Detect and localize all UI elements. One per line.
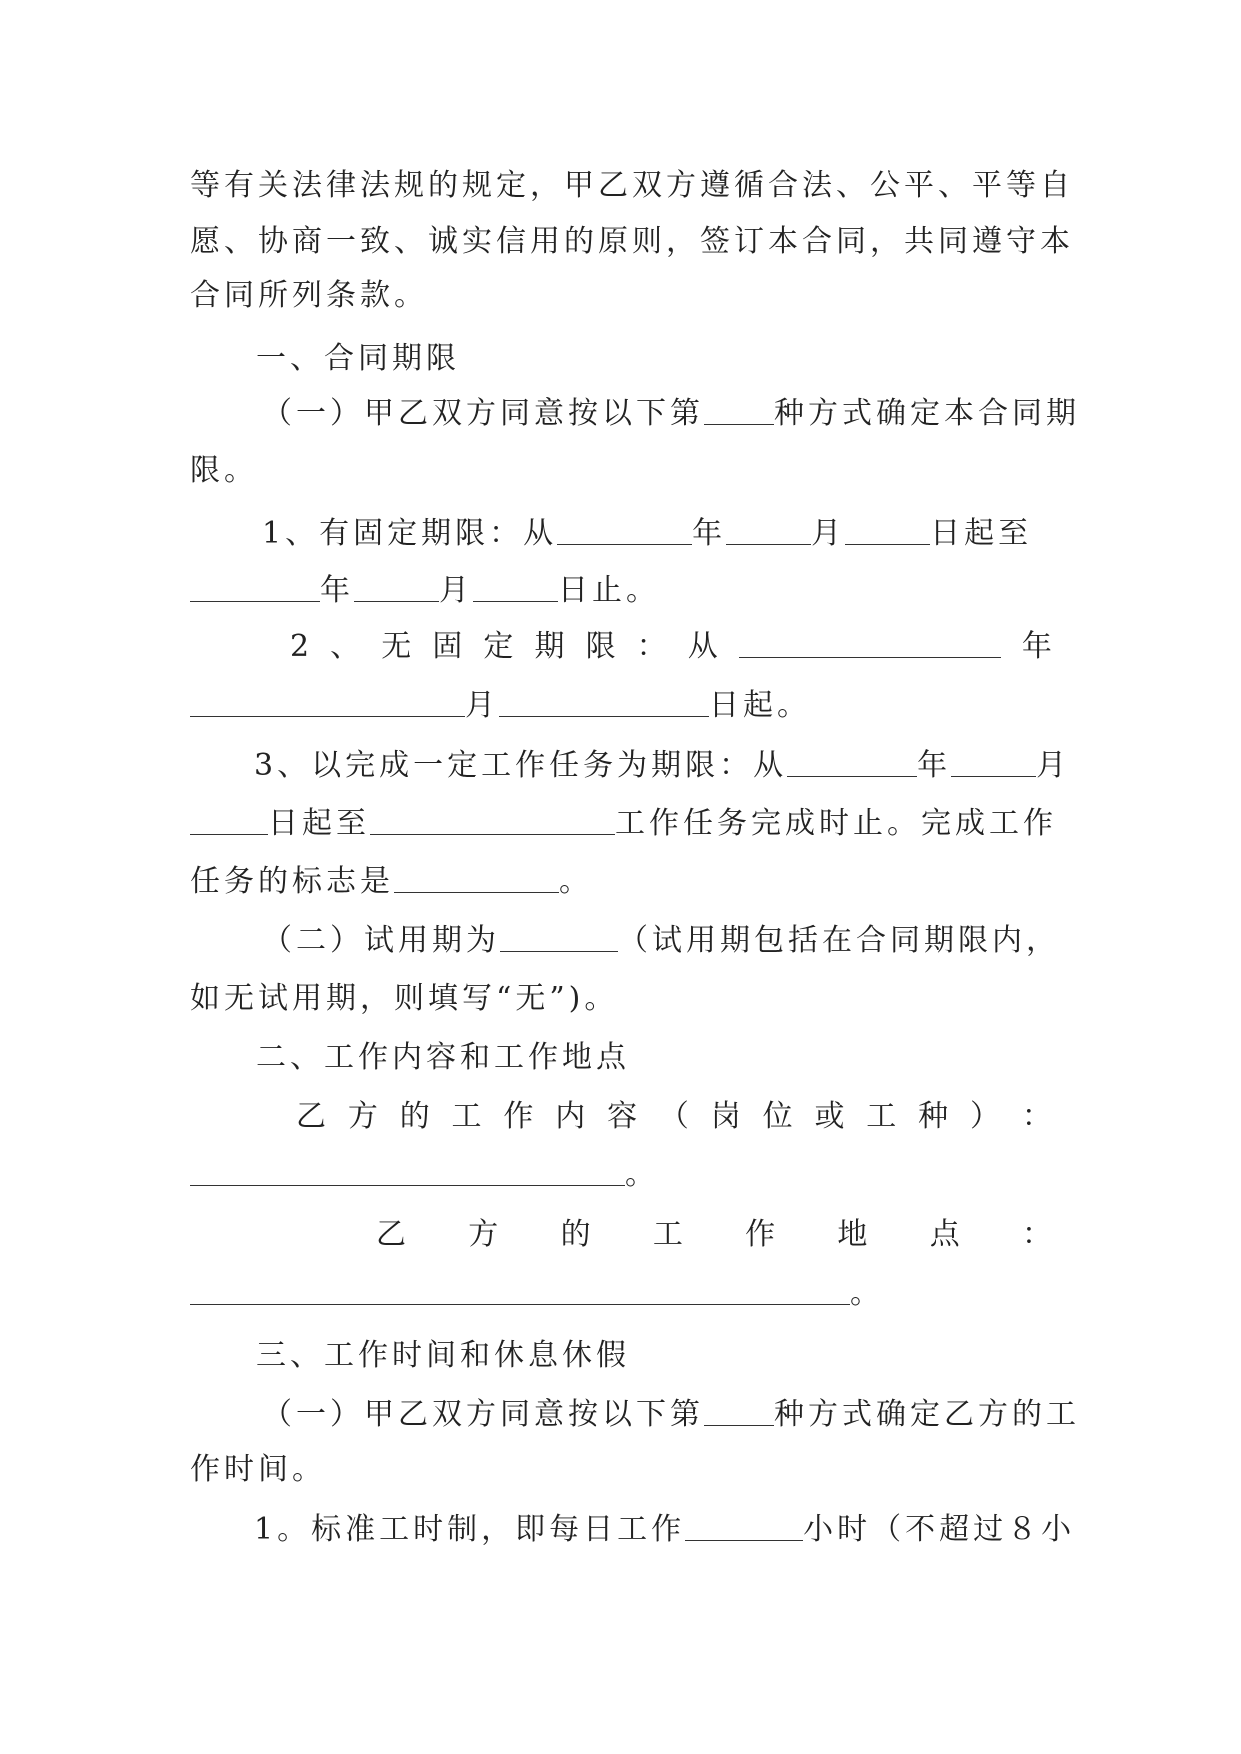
text-run: 小时（不超过８小 — [803, 1512, 1076, 1547]
paragraph-line — [190, 862, 1052, 902]
text-run: 的 — [560, 1217, 591, 1252]
text-run: 固 — [432, 629, 463, 664]
paragraph-line — [190, 686, 1052, 726]
text-run: 2 — [290, 629, 310, 664]
text-run: ） — [969, 1099, 1000, 1134]
text-run: ： — [1021, 1217, 1052, 1252]
fill-in-blank[interactable] — [190, 1155, 625, 1186]
fill-in-blank[interactable] — [473, 571, 558, 602]
text-run: 工作任务完成时止。完成工作 — [615, 806, 1057, 841]
text-run: 定 — [483, 629, 514, 664]
text-run: 乙 — [296, 1099, 326, 1134]
text-run: 岗 — [710, 1099, 741, 1134]
fill-in-blank[interactable] — [354, 571, 439, 602]
paragraph-line — [262, 921, 1060, 961]
paragraph-line — [190, 804, 1057, 844]
fill-in-blank[interactable] — [704, 394, 774, 425]
text-run: 1、有固定期限：从 — [262, 516, 558, 551]
fill-in-blank[interactable] — [685, 1510, 803, 1541]
paragraph-line — [190, 451, 1052, 491]
paragraph-line — [190, 222, 1074, 262]
fill-in-blank[interactable] — [190, 804, 268, 835]
text-run: 点 — [929, 1217, 960, 1252]
text-run: 方 — [468, 1217, 499, 1252]
text-run: 的 — [399, 1099, 430, 1134]
text-run: 日止。 — [558, 573, 660, 608]
fill-in-blank[interactable] — [704, 1395, 774, 1426]
text-run: 1。标准工时制，即每日工作 — [254, 1512, 686, 1547]
text-run: 年 — [320, 573, 354, 608]
paragraph-line — [254, 746, 1071, 786]
fill-in-blank[interactable] — [190, 1274, 850, 1305]
fill-in-blank[interactable] — [190, 571, 320, 602]
section-heading — [256, 1336, 1036, 1376]
fill-in-blank[interactable] — [787, 746, 917, 777]
text-run: 日起。 — [709, 688, 811, 723]
text-run: 工 — [866, 1099, 897, 1134]
paragraph-line — [190, 1155, 1052, 1195]
fill-in-blank[interactable] — [739, 627, 1001, 658]
text-run: 、 — [330, 629, 361, 664]
text-run: 任务的标志是 — [190, 864, 394, 899]
text-run: 。 — [625, 1157, 659, 1192]
fill-in-blank[interactable] — [951, 746, 1036, 777]
text-run: 年 — [692, 516, 727, 551]
text-run: 年 — [1021, 629, 1052, 664]
paragraph-line — [262, 1395, 1080, 1435]
fill-in-blank[interactable] — [557, 514, 692, 545]
fill-in-blank[interactable] — [499, 686, 709, 717]
text-run: 月 — [439, 573, 473, 608]
heading-text: 二、工作内容和工作地点 — [256, 1040, 630, 1075]
paragraph-line — [190, 1450, 1052, 1490]
text-run: 限。 — [190, 453, 258, 488]
text-run: 无 — [381, 629, 412, 664]
text-run: 或 — [814, 1099, 845, 1134]
text-run: 。 — [559, 864, 593, 899]
section-heading — [256, 1038, 1036, 1078]
text-run: ： — [636, 629, 667, 664]
fill-in-blank[interactable] — [190, 686, 465, 717]
text-run: 工 — [451, 1099, 482, 1134]
text-run: 作 — [503, 1099, 534, 1134]
text-run: 工 — [652, 1217, 683, 1252]
paragraph-line — [190, 979, 1052, 1019]
text-run: 如无试用期，则填写“无”)。 — [190, 981, 619, 1016]
paragraph-line — [254, 1510, 1076, 1550]
text-run: 月 — [811, 516, 846, 551]
text-run: 作时间。 — [190, 1452, 326, 1487]
text-run: 种方式确定本合同期 — [774, 396, 1080, 431]
paragraph-line — [190, 571, 1052, 611]
paragraph-line — [290, 627, 1052, 667]
fill-in-blank[interactable] — [394, 862, 559, 893]
text-run: 。 — [850, 1276, 884, 1311]
text-run: ： — [1021, 1099, 1052, 1134]
text-run: （二）试用期为 — [262, 923, 500, 958]
text-run: 容 — [607, 1099, 638, 1134]
text-run: 种方式确定乙方的工 — [774, 1397, 1080, 1432]
text-run: （一）甲乙双方同意按以下第 — [262, 396, 704, 431]
section-heading — [256, 339, 1036, 379]
text-run: 月 — [465, 688, 499, 723]
text-run: 合同所列条款。 — [190, 278, 428, 313]
paragraph-line — [190, 276, 1052, 316]
text-run: 从 — [687, 629, 718, 664]
text-run: （试用期包括在合同期限内， — [618, 923, 1060, 958]
text-run: 愿、协商一致、诚实信用的原则，签订本合同，共同遵守本 — [190, 224, 1074, 259]
text-run: 方 — [347, 1099, 378, 1134]
text-run: 地 — [837, 1217, 868, 1252]
text-run: 年 — [917, 748, 952, 783]
text-run: 日起至 — [268, 806, 370, 841]
text-run: 3、以完成一定工作任务为期限：从 — [254, 748, 788, 783]
text-run: 作 — [745, 1217, 776, 1252]
fill-in-blank[interactable] — [500, 921, 618, 952]
paragraph-line — [262, 514, 1052, 554]
text-run: 种 — [918, 1099, 949, 1134]
fill-in-blank[interactable] — [370, 804, 615, 835]
paragraph-line — [190, 166, 1074, 206]
heading-text: 一、合同期限 — [256, 341, 460, 376]
fill-in-blank[interactable] — [726, 514, 811, 545]
text-run: 日起至 — [930, 516, 1033, 551]
text-run: 月 — [1036, 748, 1071, 783]
text-run: 期 — [534, 629, 565, 664]
text-run: 位 — [762, 1099, 793, 1134]
paragraph-line — [262, 394, 1080, 434]
text-run: （ — [658, 1099, 689, 1134]
paragraph-line — [296, 1097, 1052, 1137]
text-run: 乙 — [376, 1217, 406, 1252]
paragraph-line — [376, 1215, 1052, 1255]
paragraph-line — [190, 1274, 1052, 1314]
text-run: （一）甲乙双方同意按以下第 — [262, 1397, 704, 1432]
text-run: 内 — [555, 1099, 586, 1134]
text-run: 等有关法律法规的规定，甲乙双方遵循合法、公平、平等自 — [190, 168, 1074, 203]
fill-in-blank[interactable] — [845, 514, 930, 545]
heading-text: 三、工作时间和休息休假 — [256, 1338, 630, 1373]
text-run: 限 — [585, 629, 616, 664]
